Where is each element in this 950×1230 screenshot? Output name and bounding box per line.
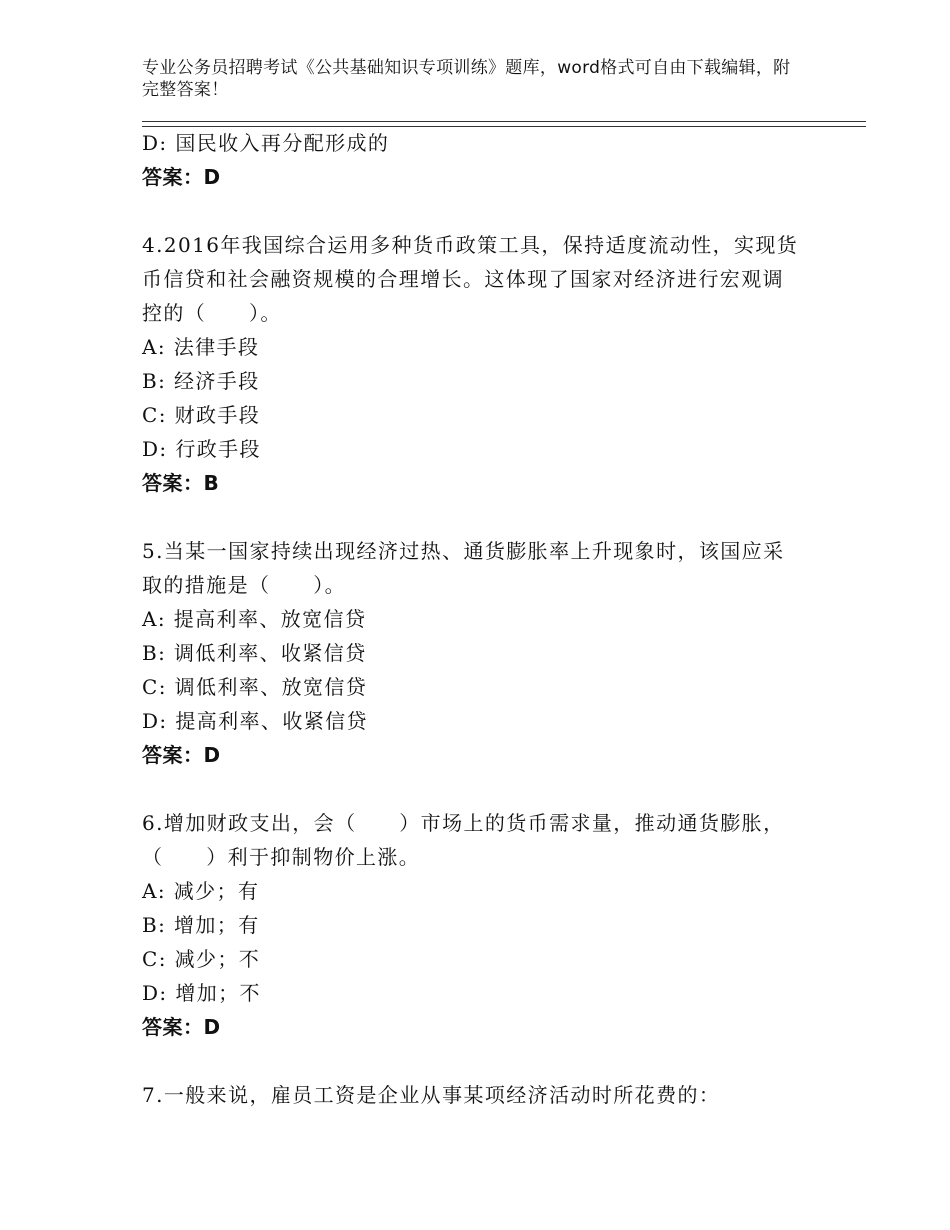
header-divider-thick [142,121,866,122]
answer: 答案：D [142,1015,221,1039]
question-stem-line: 取的措施是（ ）。 [142,573,346,597]
option-c: C: 减少；不 [142,947,261,971]
option-b: B: 经济手段 [142,369,260,393]
option-d: D: 提高利率、收紧信贷 [142,709,368,733]
question-stem-line: 币信贷和社会融资规模的合理增长。这体现了国家对经济进行宏观调 [142,267,784,291]
option-c: C: 财政手段 [142,403,261,427]
question-stem-line: （ ）利于抑制物价上涨。 [142,845,421,869]
answer: 答案：D [142,165,221,189]
option-a: A: 法律手段 [142,335,260,359]
option-d: D: 增加；不 [142,981,261,1005]
option-c: C: 调低利率、放宽信贷 [142,675,368,699]
option-d: D: 行政手段 [142,437,261,461]
question-5 [142,534,822,772]
question-4 [142,228,822,500]
question-stem-line: 6.增加财政支出，会（ ）市场上的货币需求量，推动通货膨胀， [142,811,785,835]
question-stem-line: 控的（ ）。 [142,301,282,325]
option-d: D: 国民收入再分配形成的 [142,131,390,155]
answer: 答案：D [142,743,221,767]
question-7 [142,1078,822,1112]
question-stem-line: 5.当某一国家持续出现经济过热、通货膨胀率上升现象时，该国应采 [142,539,785,563]
answer: 答案：B [142,471,220,495]
question-6 [142,806,822,1044]
document-header: 专业公务员招聘考试《公共基础知识专项训练》题库，word格式可自由下载编辑，附完整答案！ [142,58,791,100]
option-a: A: 减少；有 [142,879,260,903]
question-stem-line: 7.一般来说，雇员工资是企业从事某项经济活动时所花费的： [142,1083,721,1107]
option-a: A: 提高利率、放宽信贷 [142,607,367,631]
option-b: B: 调低利率、收紧信贷 [142,641,367,665]
option-b: B: 增加；有 [142,913,260,937]
question-list [142,126,822,1112]
question-stem-line: 4.2016年我国综合运用多种货币政策工具，保持适度流动性，实现货 [142,233,799,257]
